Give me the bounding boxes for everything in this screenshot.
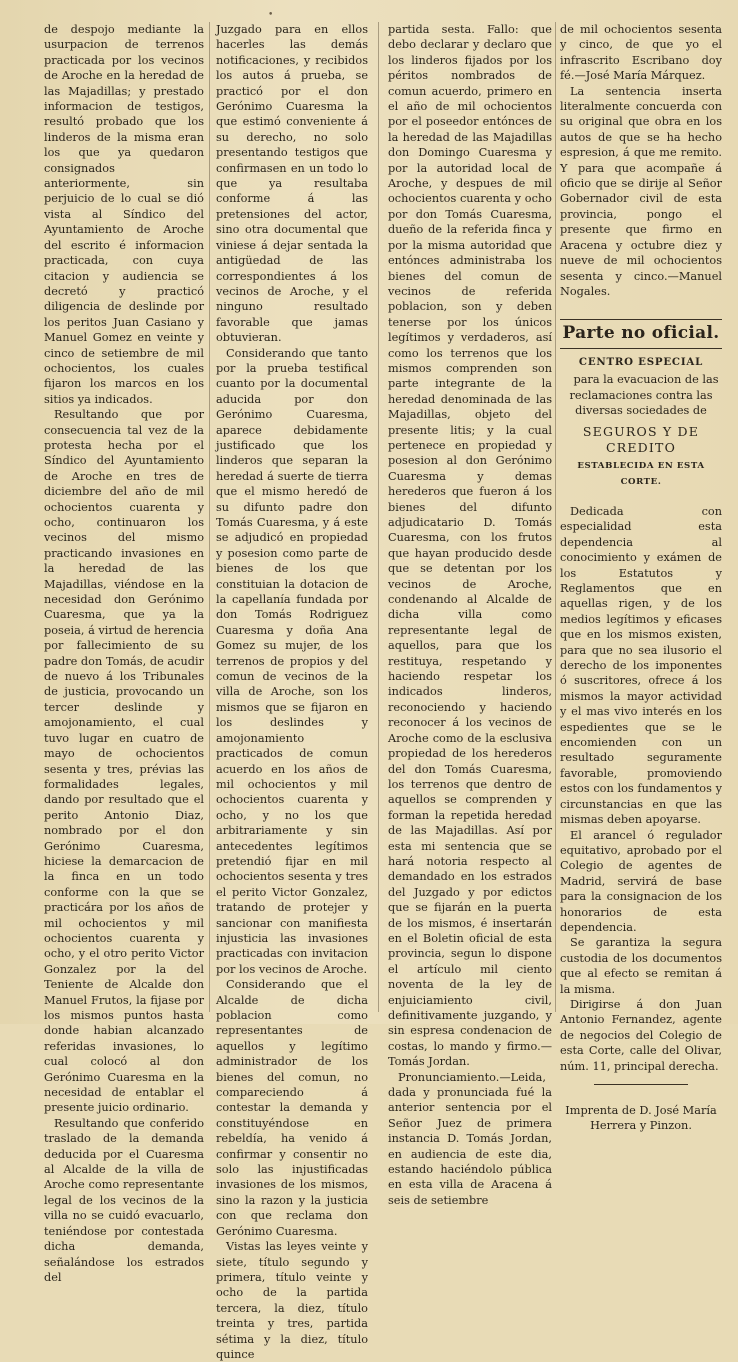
header-ornament: •: [268, 10, 274, 20]
paragraph: Pronunciamiento.—Leida, dada y pronunciada fué la anterior sentencia por el Señor Juez de primera instancia D. Tomás Jordan, en audiencia de este dia, estando haciéndolo pública en esta villa de Aracena á seis de setiembre: [388, 1070, 552, 1207]
section-heading: CENTRO ESPECIAL: [578, 355, 704, 368]
paragraph: de despojo mediante la usurpacion de terrenos practicada por los vecinos de Aroche en la heredad de las Majadillas; y prestado informacion de testigos, resultó probado que los linderos de la misma eran los que ya quedaron consignados anteriormente, sin perjuicio de lo cual se dió vista al Síndico del Ayuntamiento de Aroche del escrito é informacion practicada, con cuya citacion y audiencia se decretó y practicó diligencia de deslinde por los peritos Juan Casiano y Manuel Gomez en veinte y cinco de setiembre de mil ochocientos, los cuales fijaron los marcos en los sitios ya indicados.: [44, 23, 204, 406]
printer-imprint: Imprenta de D. José María Herrera y Pinzon.: [565, 1104, 717, 1133]
text-column-4: [560, 22, 722, 1133]
divider: [594, 1084, 688, 1085]
paragraph: Dedicada con especialidad esta dependencia al conocimiento y exámen de los Estatutos y Reglamentos que en aquellas rigen, y de los medios legítimos y eficases que en los mismos existen, para que no sea ilusorio el derecho de los imponentes ó suscritores, ofrece á los mismos la mayor actividad y el mas vivo interés en los espedientes que se le encomienden con un resultado seguramente favorable, promoviendo estos con los fundamentos y circunstancias en que las mismas deben apoyarse.: [560, 504, 722, 827]
paragraph: El arancel ó regulador equitativo, aprobado por el Colegio de agentes de Madrid, servirá de base para la consignacion de los honorarios de esta dependencia.: [560, 828, 722, 934]
text-column-1: [44, 22, 204, 1284]
paragraph: La sentencia inserta literalmente concuerda con su original que obra en los autos de que se ha hecho espresion, á que me remito. Y para que acompañe á oficio que se dirije al Señor Gobernador civil de esta provincia, pongo el presente que firmo en Aracena y octubre diez y nueve de mil ochocientos sesenta y cinco.—Manuel Nogales.: [560, 84, 722, 298]
paragraph: Resultando que por consecuencia tal vez de la protesta hecha por el Síndico del Ayuntamiento de Aroche en tres de diciembre del año de mil ochocientos cuarenta y ocho, continuaron los vecinos del mismo practicando invasiones en la heredad de las Majadillas, viéndose en la necesidad don Gerónimo Cuaresma, que ya la poseia, á virtud de herencia por fallecimiento de su padre don Tomás, de acudir de nuevo á los Tribunales de justicia, provocando un tercer deslinde y amojonamiento, el cual tuvo lugar en cuatro de mayo de ochocientos sesenta y tres, prévias las formalidades legales, dando por resultado que el perito Antonio Diaz, nombrado por el don Gerónimo Cuaresma, hiciese la demarcacion de la finca en un todo conforme con la que se practicára por los años de mil ochocientos y mil ochocientos cuarenta y ocho, y el otro perito Victor Gonzalez por la del Teniente de Alcalde don Manuel Frutos, la fijase por los mismos puntos hasta donde habian alcanzado referidas invasiones, lo cual colocó al don Gerónimo Cuaresma en la necesidad de entablar el presente juicio ordinario.: [44, 408, 204, 1115]
paragraph: Considerando que el Alcalde de dicha poblacion como representantes de aquellos y legítimo administrador de los bienes del comun, no compareciendo á contestar la demanda y constituyéndose en rebeldía, ha venido á confirmar y consentir no solo las injustificadas invasiones de los mismos, sino la razon y la justicia con que reclama don Gerónimo Cuaresma.: [216, 978, 368, 1238]
section-established: ESTABLECIDA EN ESTA CORTE.: [577, 461, 705, 487]
text-column-2: [216, 22, 368, 1361]
paragraph: Considerando que tanto por la prueba testifical cuanto por la documental aducida por don Gerónimo Cuaresma, aparece debidamente justificado que los linderos que separan la heredad á suerte de tierra que el mismo heredó de su difunto padre don Tomás Cuaresma, y á este se adjudicó en propiedad y posesion como parte de bienes de los que constituian la dotacion de la capellanía fundada por don Tomás Rodriguez Cuaresma y doña Ana Gomez su mujer, de los terrenos de propios y del comun de vecinos de la villa de Aroche, son los mismos que se fijaron en los deslindes y amojonamiento practicados de comun acuerdo en los años de mil ochocientos y mil ochocientos cuarenta y ocho, y no los que arbitrariamente y sin antecedentes legítimos pretendió fijar en mil ochocientos sesenta y tres el perito Victor Gonzalez, tratando de protejer y sancionar con manifiesta injusticia las invasiones practicadas con invitacion por los vecinos de Aroche.: [216, 346, 368, 976]
text-column-3: [388, 22, 552, 1207]
paragraph: Resultando que conferido traslado de la demanda deducida por el Cuaresma al Alcalde de la villa de Aroche como representante legal de los vecinos de la villa no se cuidó evacuarlo, teniéndose por contestada dicha demanda, señalándose los estrados del: [44, 1116, 204, 1284]
paragraph: Se garantiza la segura custodia de los documentos que al efecto se remitan á la misma.: [560, 936, 722, 996]
paragraph: de mil ochocientos sesenta y cinco, de que yo el infrascrito Escribano doy fé.—José María Márquez.: [560, 23, 722, 83]
column-divider: [555, 22, 556, 1012]
section-company-heading: SEGUROS Y DE CREDITO: [582, 424, 700, 455]
section-title: Parte no oficial.: [560, 319, 722, 348]
paragraph: Dirigirse á don Juan Antonio Fernandez, agente de negocios del Colegio de esta Corte, calle del Olivar, núm. 11, principal derecha.: [560, 997, 722, 1073]
paragraph: partida sesta. Fallo: que debo declarar y declaro que los linderos fijados por los péritos nombrados de comun acuerdo, primero en el año de mil ochocientos por el poseedor entónces de la heredad de las Majadillas don Domingo Cuaresma y por la autoridad local de Aroche, y despues de mil ochocientos cuarenta y ocho por don Tomás Cuaresma, dueño de la referida finca y por la misma autoridad que entónces administraba los bienes del comun de vecinos de referida poblacion, son y deben tenerse por los únicos legítimos y verdaderos, así como los terrenos que los mismos comprenden son parte integrante de la heredad denominada de las Majadillas, objeto del presente litis; y la cual pertenece en propiedad y posesion al don Gerónimo Cuaresma y demas herederos que fueron á los bienes del difunto adjudicatario D. Tomás Cuaresma, con los frutos que hayan producido desde que se detentan por los vecinos de Aroche, condenando al Alcalde de dicha villa como representante legal de aquellos, para que los restituya, respetando y haciendo respetar los indicados linderos, reconociendo y haciendo reconocer á los vecinos de Aroche como de la esclusiva propiedad de los herederos del don Tomás Cuaresma, los terrenos que dentro de aquellos se comprenden y forman la repetida heredad de las Majadillas. Así por esta mi sentencia que se hará notoria respecto al demandado en los estrados del Juzgado y por edictos que se fijarán en la puerta de los mismos, é insertarán en el Boletin oficial de esta provincia, segun lo dispone el artículo mil ciento noventa de la ley de enjuiciamiento civil, definitivamente juzgando, y sin espresa condenacion de costas, lo mando y firmo.—Tomás Jordan.: [388, 23, 552, 1069]
column-divider: [209, 22, 210, 1012]
column-divider: [378, 22, 379, 1012]
paragraph: Vistas las leyes veinte y siete, título segundo y primera, título veinte y ocho de la partida tercera, la diez, título treinta y tres, partida sétima y la diez, título quince: [216, 1240, 368, 1361]
paragraph: Juzgado para en ellos hacerles las demás notificaciones, y recibidos los autos á prueba, se practicó por el don Gerónimo Cuaresma la que estimó conveniente á su derecho, no solo presentando testigos que confirmasen en un todo lo que ya resultaba conforme á las pretensiones del actor, sino otra documental que viniese á dejar sentada la antigüedad de las correspondientes á los vecinos de Aroche, y el ninguno resultado favorable que jamas obtuvieran.: [216, 23, 368, 345]
section-subtitle: para la evacuacion de las reclamaciones contra las diversas sociedades de: [569, 373, 719, 417]
